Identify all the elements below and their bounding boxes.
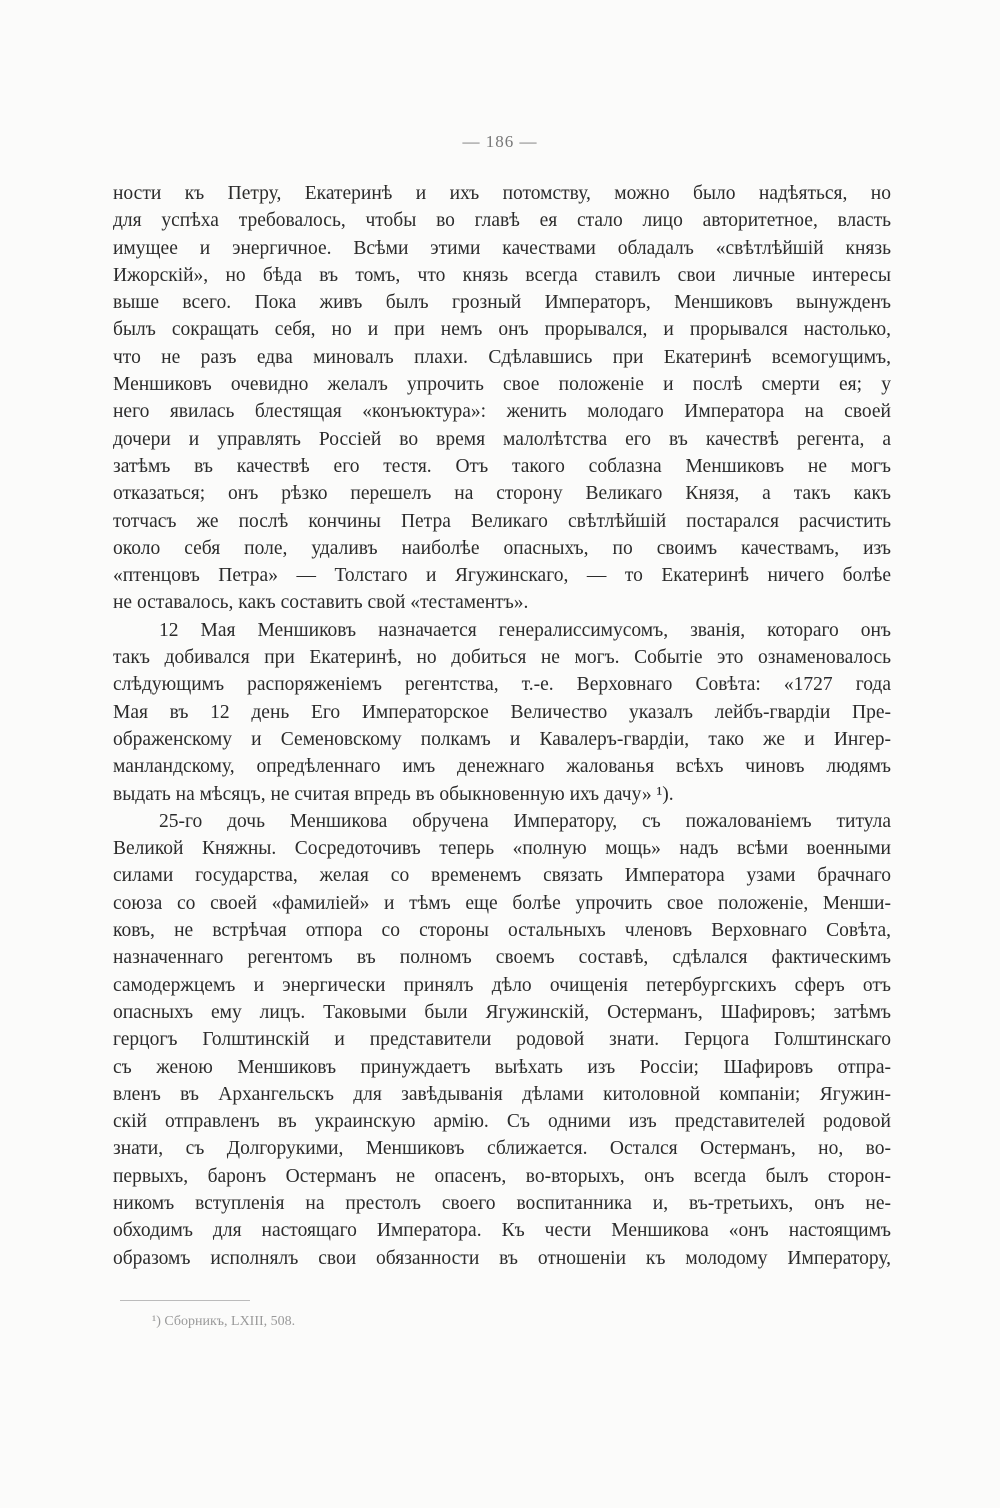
text-line: 12 Мая Меншиковъ назначается генералиссимусомъ, званія, котораго онъ [159, 619, 891, 641]
text-line: около себя поле, удаливъ наиболѣе опасныхъ, по своимъ качествамъ, изъ [113, 537, 891, 559]
text-line: 25-го дочь Меншикова обручена Императору, съ пожалованіемъ титула [159, 810, 891, 832]
text-line: назначеннаго регентомъ въ полномъ своемъ составѣ, сдѣлался фактическимъ [113, 947, 891, 969]
text-line: герцогъ Голштинскій и представители родовой знати. Герцога Голштинскаго [113, 1029, 891, 1051]
page-number: — 186 — [462, 132, 538, 151]
text-line: первыхъ, баронъ Остерманъ не опасенъ, во-вторыхъ, онъ всегда былъ сторон- [113, 1165, 891, 1187]
body-text [113, 180, 891, 1272]
text-line: знати, съ Долгорукими, Меншиковъ сближается. Остался Остерманъ, но, во- [113, 1138, 891, 1160]
text-line: былъ сокращать себя, но и при немъ онъ прорывался, и прорывался настолько, [113, 319, 891, 341]
text-line: образомъ исполнялъ свои обязанности въ отношеніи къ молодому Императору, [113, 1247, 891, 1269]
text-line: для успѣха требовалось, чтобы во главѣ ея стало лицо авторитетное, власть [113, 210, 891, 232]
text-line: выдать на мѣсяцъ, не считая впредь въ обыкновенную ихъ дачу» ¹). [113, 783, 674, 805]
text-line: что не разъ едва миновалъ плахи. Сдѣлавшись при Екатеринѣ всемогущимъ, [113, 346, 891, 368]
text-line: обходимъ для настоящаго Императора. Къ чести Меншикова «онъ настоящимъ [113, 1220, 891, 1242]
paragraph [113, 617, 891, 808]
paragraph [113, 808, 891, 1272]
text-line: опасныхъ ему лицъ. Таковыми были Ягужинскій, Остерманъ, Шафировъ; затѣмъ [113, 1001, 891, 1023]
footnote-divider [120, 1300, 250, 1301]
text-line: никомъ вступленія на престолъ своего воспитанника и, въ-третьихъ, онъ не- [113, 1192, 891, 1214]
text-line: выше всего. Пока живъ былъ грозный Императоръ, Меншиковъ вынужденъ [113, 292, 891, 314]
text-line: «птенцовъ Петра» — Толстаго и Ягужинскаго, — то Екатеринѣ ничего болѣе [113, 565, 891, 587]
text-line: имущее и энергичное. Всѣми этими качествами обладалъ «свѣтлѣйшій князь [113, 237, 891, 259]
text-line: ности къ Петру, Екатеринѣ и ихъ потомству, можно было надѣяться, но [113, 183, 891, 204]
text-line: скій отправленъ въ украинскую армію. Съ одними изъ представителей родовой [113, 1111, 891, 1133]
text-line: дочери и управлять Россіей во время малолѣтства его въ качествѣ регента, а [113, 428, 891, 450]
text-line: Меншиковъ очевидно желалъ упрочить свое положеніе и послѣ смерти ея; у [113, 374, 891, 396]
text-line: союза со своей «фамиліей» и тѣмъ еще болѣе упрочить свое положеніе, Менши- [113, 892, 891, 914]
text-line: ковъ, не встрѣчая отпора со стороны остальныхъ членовъ Верховнаго Совѣта, [113, 920, 891, 942]
text-line: Великой Княжны. Сосредоточивъ теперь «полную мощь» надъ всѣми военными [113, 838, 891, 860]
text-line: съ женою Меншиковъ принуждаетъ выѣхать изъ Россіи; Шафировъ отпра- [113, 1056, 891, 1078]
text-line: не оставалось, какъ составить свой «тестаментъ». [113, 592, 529, 614]
text-line: самодержцемъ и энергически принялъ дѣло очищенія петербургскихъ сферъ отъ [113, 974, 891, 996]
text-line: тотчасъ же послѣ кончины Петра Великаго свѣтлѣйшій постарался расчистить [113, 510, 891, 532]
text-line: вленъ въ Архангельскъ для завѣдыванія дѣлами китоловной компаніи; Ягужин- [113, 1083, 891, 1105]
text-line: такъ добивался при Екатеринѣ, но добиться не могъ. Событіе это ознаменовалось [113, 647, 891, 669]
text-line: манландскому, опредѣленнаго имъ денежнаго жалованья всѣхъ чиновъ людямъ [113, 756, 891, 778]
text-line: слѣдующимъ распоряженіемъ регентства, т.-е. Верховнаго Совѣта: «1727 года [113, 674, 891, 696]
text-line: Ижорскій», но бѣда въ томъ, что князь всегда ставилъ свои личные интересы [113, 264, 891, 286]
text-line: Мая въ 12 день Его Императорское Величество указалъ лейбъ-гвардіи Пре- [113, 701, 891, 723]
paragraph [113, 180, 891, 617]
text-line: затѣмъ въ качествѣ его тестя. Отъ такого соблазна Меншиковъ не могъ [113, 455, 891, 477]
text-line: ображенскому и Семеновскому полкамъ и Кавалеръ-гвардіи, тако же и Ингер- [113, 728, 891, 750]
text-line: силами государства, желая со временемъ связать Императора узами брачнаго [113, 865, 891, 887]
text-line: него явилась блестящая «конъюктура»: женить молодаго Императора на своей [113, 401, 891, 423]
text-line: отказаться; онъ рѣзко перешелъ на сторону Великаго Князя, а такъ какъ [113, 483, 891, 505]
footnote: ¹) Сборникъ, LXIII, 508. [152, 1314, 296, 1329]
